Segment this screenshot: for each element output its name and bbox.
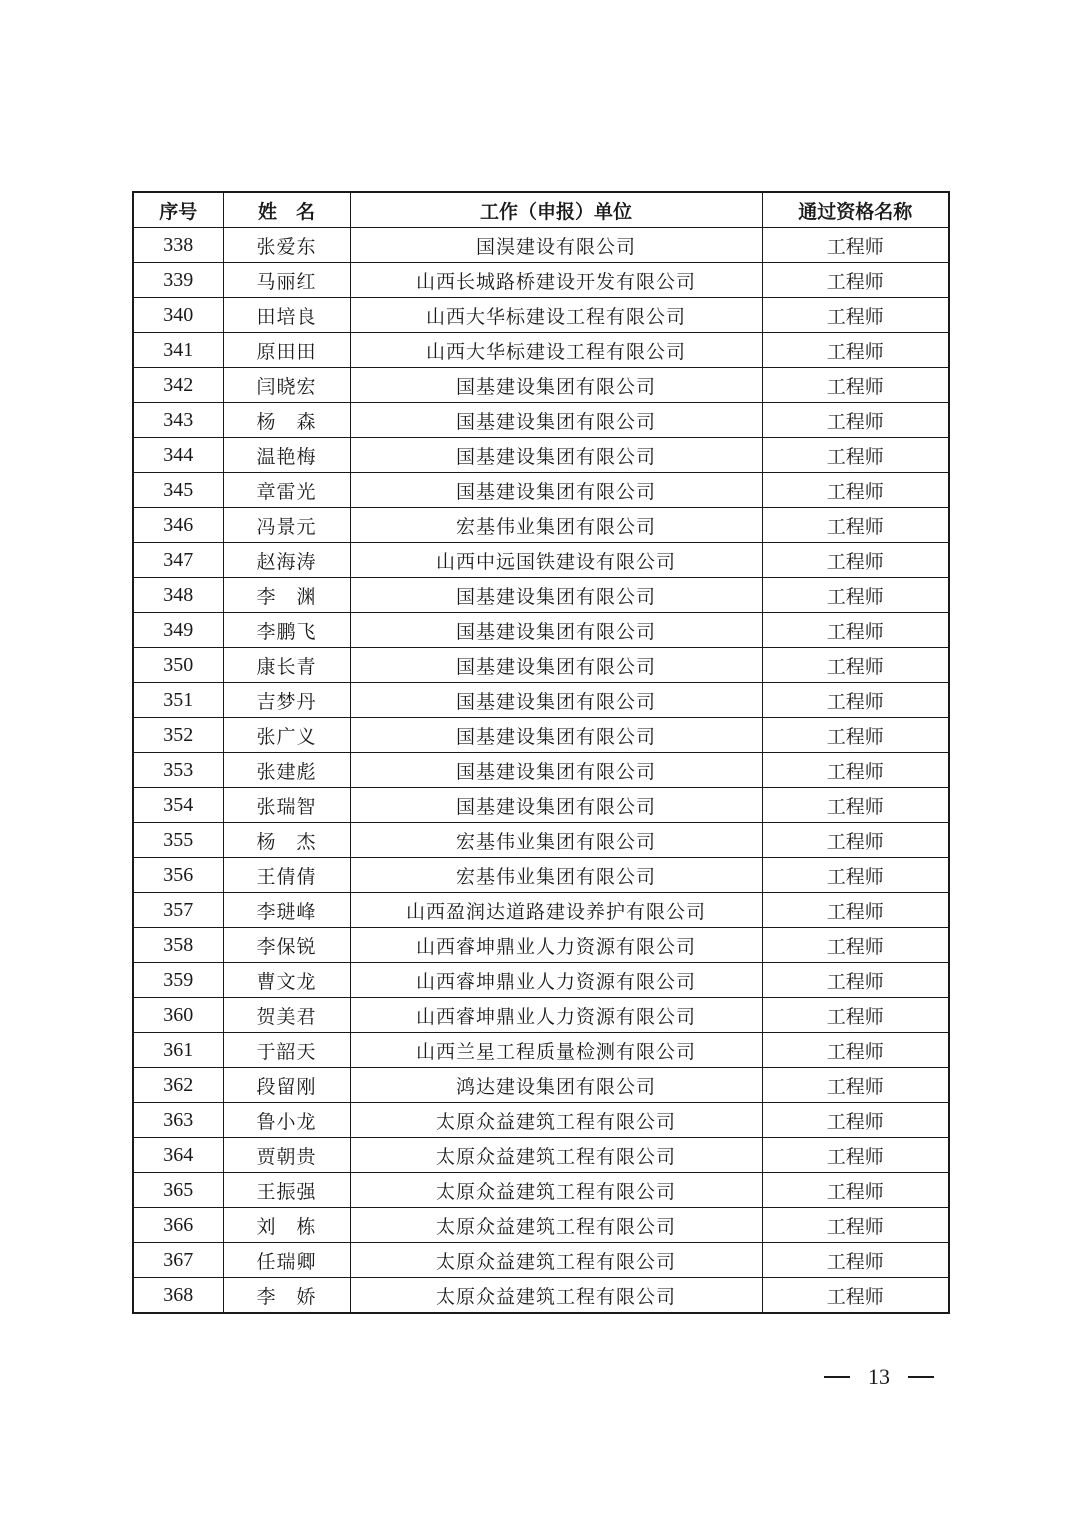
name-cell: 章雷光 [223, 473, 350, 508]
qualification-cell: 工程师 [762, 963, 949, 998]
footer-dash-left [824, 1376, 850, 1378]
serial-number-cell: 357 [133, 893, 223, 928]
serial-number-cell: 350 [133, 648, 223, 683]
table-row [133, 473, 949, 508]
table-row [133, 368, 949, 403]
qualification-cell: 工程师 [762, 508, 949, 543]
name-cell: 杨 杰 [223, 823, 350, 858]
work-unit-cell: 太原众益建筑工程有限公司 [350, 1208, 762, 1243]
serial-number-cell: 343 [133, 403, 223, 438]
table-row [133, 1103, 949, 1138]
header-qualification: 通过资格名称 [762, 192, 949, 228]
serial-number-cell: 351 [133, 683, 223, 718]
name-cell: 张广义 [223, 718, 350, 753]
work-unit-cell: 太原众益建筑工程有限公司 [350, 1278, 762, 1314]
serial-number-cell: 345 [133, 473, 223, 508]
work-unit-cell: 山西睿坤鼎业人力资源有限公司 [350, 998, 762, 1033]
table-header-row [133, 192, 949, 228]
table-row [133, 543, 949, 578]
qualification-cell: 工程师 [762, 1103, 949, 1138]
table-row [133, 298, 949, 333]
name-cell: 段留刚 [223, 1068, 350, 1103]
qualification-cell: 工程师 [762, 1033, 949, 1068]
serial-number-cell: 364 [133, 1138, 223, 1173]
serial-number-cell: 352 [133, 718, 223, 753]
name-cell: 李 娇 [223, 1278, 350, 1314]
work-unit-cell: 太原众益建筑工程有限公司 [350, 1103, 762, 1138]
table-row [133, 508, 949, 543]
qualification-cell: 工程师 [762, 298, 949, 333]
work-unit-cell: 太原众益建筑工程有限公司 [350, 1243, 762, 1278]
serial-number-cell: 361 [133, 1033, 223, 1068]
table-row [133, 648, 949, 683]
work-unit-cell: 山西睿坤鼎业人力资源有限公司 [350, 963, 762, 998]
work-unit-cell: 国基建设集团有限公司 [350, 578, 762, 613]
qualification-cell: 工程师 [762, 543, 949, 578]
serial-number-cell: 346 [133, 508, 223, 543]
serial-number-cell: 349 [133, 613, 223, 648]
work-unit-cell: 太原众益建筑工程有限公司 [350, 1173, 762, 1208]
table-row [133, 928, 949, 963]
qualification-cell: 工程师 [762, 1278, 949, 1314]
name-cell: 张建彪 [223, 753, 350, 788]
name-cell: 李鹏飞 [223, 613, 350, 648]
qualification-cell: 工程师 [762, 1208, 949, 1243]
work-unit-cell: 国基建设集团有限公司 [350, 438, 762, 473]
serial-number-cell: 347 [133, 543, 223, 578]
table-row [133, 333, 949, 368]
work-unit-cell: 山西长城路桥建设开发有限公司 [350, 263, 762, 298]
table-row [133, 1138, 949, 1173]
table-row [133, 1033, 949, 1068]
serial-number-cell: 359 [133, 963, 223, 998]
name-cell: 康长青 [223, 648, 350, 683]
table-row [133, 613, 949, 648]
table-row [133, 403, 949, 438]
name-cell: 原田田 [223, 333, 350, 368]
work-unit-cell: 山西大华标建设工程有限公司 [350, 333, 762, 368]
work-unit-cell: 山西盈润达道路建设养护有限公司 [350, 893, 762, 928]
work-unit-cell: 国基建设集团有限公司 [350, 718, 762, 753]
serial-number-cell: 348 [133, 578, 223, 613]
serial-number-cell: 367 [133, 1243, 223, 1278]
name-cell: 王振强 [223, 1173, 350, 1208]
name-cell: 温艳梅 [223, 438, 350, 473]
table-row [133, 683, 949, 718]
table-row [133, 753, 949, 788]
qualification-cell: 工程师 [762, 893, 949, 928]
table-row [133, 788, 949, 823]
name-cell: 王倩倩 [223, 858, 350, 893]
work-unit-cell: 国基建设集团有限公司 [350, 403, 762, 438]
name-cell: 田培良 [223, 298, 350, 333]
serial-number-cell: 363 [133, 1103, 223, 1138]
name-cell: 刘 栋 [223, 1208, 350, 1243]
qualification-cell: 工程师 [762, 473, 949, 508]
table-row [133, 1243, 949, 1278]
qualification-cell: 工程师 [762, 613, 949, 648]
serial-number-cell: 341 [133, 333, 223, 368]
table-row [133, 858, 949, 893]
qualification-cell: 工程师 [762, 753, 949, 788]
header-work-unit: 工作（申报）单位 [350, 192, 762, 228]
table-row [133, 1068, 949, 1103]
table-body [133, 228, 949, 1314]
page-footer [824, 1362, 934, 1392]
table-row [133, 1173, 949, 1208]
serial-number-cell: 338 [133, 228, 223, 263]
work-unit-cell: 太原众益建筑工程有限公司 [350, 1138, 762, 1173]
work-unit-cell: 山西睿坤鼎业人力资源有限公司 [350, 928, 762, 963]
name-cell: 杨 森 [223, 403, 350, 438]
work-unit-cell: 国基建设集团有限公司 [350, 788, 762, 823]
qualification-cell: 工程师 [762, 823, 949, 858]
name-cell: 贾朝贵 [223, 1138, 350, 1173]
footer-dash-right [908, 1376, 934, 1378]
name-cell: 于韶天 [223, 1033, 350, 1068]
work-unit-cell: 国基建设集团有限公司 [350, 683, 762, 718]
qualification-table [132, 191, 950, 1314]
qualification-cell: 工程师 [762, 333, 949, 368]
serial-number-cell: 368 [133, 1278, 223, 1314]
qualification-cell: 工程师 [762, 1173, 949, 1208]
table-row [133, 1208, 949, 1243]
serial-number-cell: 358 [133, 928, 223, 963]
page-number: 13 [868, 1364, 890, 1389]
qualification-cell: 工程师 [762, 263, 949, 298]
work-unit-cell: 国基建设集团有限公司 [350, 613, 762, 648]
header-serial-number: 序号 [133, 192, 223, 228]
work-unit-cell: 国基建设集团有限公司 [350, 368, 762, 403]
table-row [133, 893, 949, 928]
serial-number-cell: 356 [133, 858, 223, 893]
qualification-cell: 工程师 [762, 718, 949, 753]
table-row [133, 263, 949, 298]
header-name: 姓 名 [223, 192, 350, 228]
serial-number-cell: 365 [133, 1173, 223, 1208]
name-cell: 李琎峰 [223, 893, 350, 928]
work-unit-cell: 宏基伟业集团有限公司 [350, 858, 762, 893]
table-row [133, 438, 949, 473]
name-cell: 张瑞智 [223, 788, 350, 823]
serial-number-cell: 360 [133, 998, 223, 1033]
serial-number-cell: 340 [133, 298, 223, 333]
name-cell: 张爱东 [223, 228, 350, 263]
name-cell: 李 渊 [223, 578, 350, 613]
name-cell: 李保锐 [223, 928, 350, 963]
work-unit-cell: 国基建设集团有限公司 [350, 753, 762, 788]
table-row [133, 1278, 949, 1314]
name-cell: 赵海涛 [223, 543, 350, 578]
table-row [133, 578, 949, 613]
work-unit-cell: 国淏建设有限公司 [350, 228, 762, 263]
work-unit-cell: 鸿达建设集团有限公司 [350, 1068, 762, 1103]
qualification-cell: 工程师 [762, 438, 949, 473]
name-cell: 鲁小龙 [223, 1103, 350, 1138]
qualification-cell: 工程师 [762, 683, 949, 718]
name-cell: 曹文龙 [223, 963, 350, 998]
qualification-cell: 工程师 [762, 368, 949, 403]
serial-number-cell: 362 [133, 1068, 223, 1103]
table-row [133, 228, 949, 263]
name-cell: 任瑞卿 [223, 1243, 350, 1278]
serial-number-cell: 342 [133, 368, 223, 403]
work-unit-cell: 国基建设集团有限公司 [350, 473, 762, 508]
work-unit-cell: 宏基伟业集团有限公司 [350, 508, 762, 543]
qualification-cell: 工程师 [762, 1243, 949, 1278]
table-row [133, 998, 949, 1033]
qualification-cell: 工程师 [762, 1138, 949, 1173]
work-unit-cell: 国基建设集团有限公司 [350, 648, 762, 683]
qualification-cell: 工程师 [762, 998, 949, 1033]
serial-number-cell: 354 [133, 788, 223, 823]
work-unit-cell: 山西中远国铁建设有限公司 [350, 543, 762, 578]
name-cell: 马丽红 [223, 263, 350, 298]
name-cell: 吉梦丹 [223, 683, 350, 718]
name-cell: 闫晓宏 [223, 368, 350, 403]
serial-number-cell: 353 [133, 753, 223, 788]
qualification-cell: 工程师 [762, 1068, 949, 1103]
qualification-cell: 工程师 [762, 578, 949, 613]
work-unit-cell: 山西大华标建设工程有限公司 [350, 298, 762, 333]
qualification-cell: 工程师 [762, 858, 949, 893]
qualification-cell: 工程师 [762, 928, 949, 963]
serial-number-cell: 339 [133, 263, 223, 298]
name-cell: 冯景元 [223, 508, 350, 543]
serial-number-cell: 344 [133, 438, 223, 473]
table-row [133, 718, 949, 753]
serial-number-cell: 366 [133, 1208, 223, 1243]
qualification-cell: 工程师 [762, 788, 949, 823]
qualification-cell: 工程师 [762, 403, 949, 438]
qualification-cell: 工程师 [762, 228, 949, 263]
table-row [133, 823, 949, 858]
table-row [133, 963, 949, 998]
serial-number-cell: 355 [133, 823, 223, 858]
work-unit-cell: 山西兰星工程质量检测有限公司 [350, 1033, 762, 1068]
name-cell: 贺美君 [223, 998, 350, 1033]
work-unit-cell: 宏基伟业集团有限公司 [350, 823, 762, 858]
qualification-cell: 工程师 [762, 648, 949, 683]
